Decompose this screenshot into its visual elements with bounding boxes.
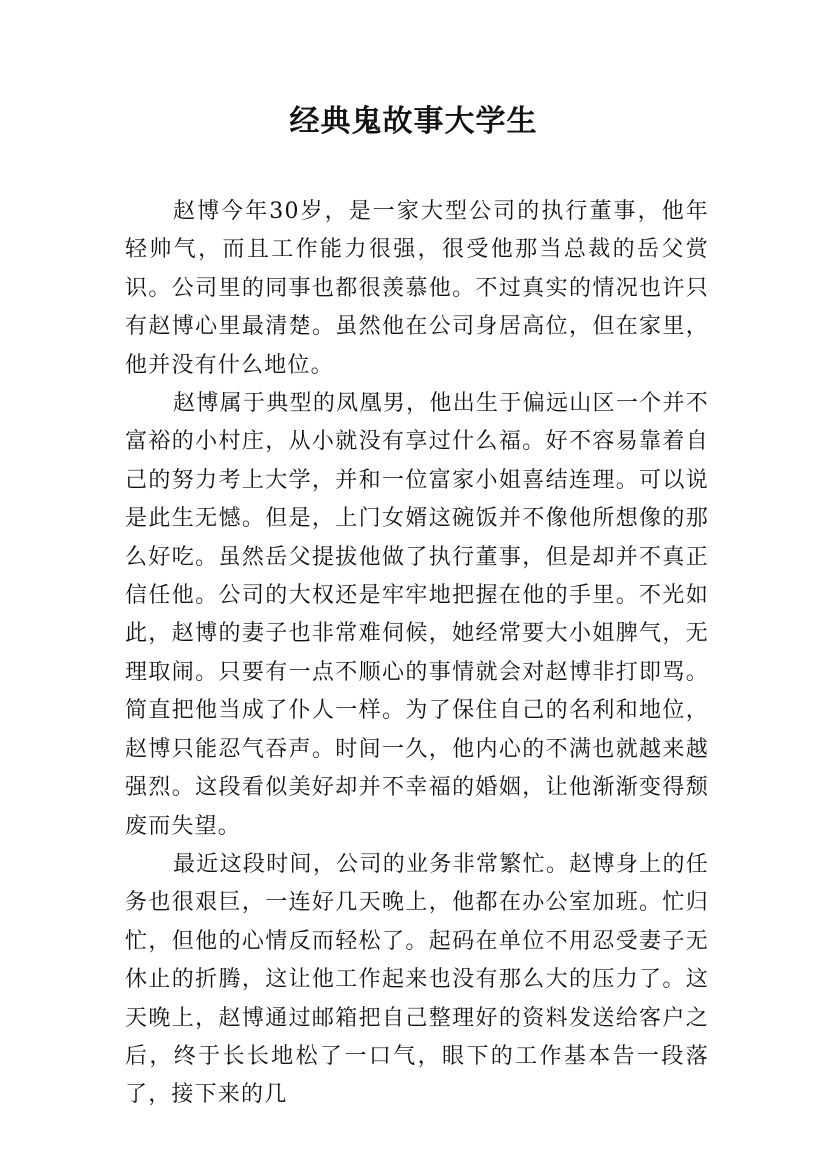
paragraph-3: 最近这段时间，公司的业务非常繁忙。赵博身上的任务也很艰巨，一连好几天晚上，他都在办公室加班。忙归忙，但他的心情反而轻松了。起码在单位不用忍受妻子无休止的折腾，这让他工作起来也没有那么大的压力了。这天晚上，赵博通过邮箱把自己整理好的资料发送给客户之后，终于长长地松了一口气，眼下的工作基本告一段落了，接下来的几 xyxy=(125,851,709,1108)
document-body xyxy=(125,193,709,1115)
paragraph-2: 赵博属于典型的凤凰男，他出生于偏远山区一个并不富裕的小村庄，从小就没有享过什么福。好不容易靠着自己的努力考上大学，并和一位富家小姐喜结连理。可以说是此生无憾。但是，上门女婿这碗饭并不像他所想像的那么好吃。虽然岳父提拔他做了执行董事，但是却并不真正信任他。公司的大权还是牢牢地把握在他的手里。不光如此，赵博的妻子也非常难伺候，她经常要大小姐脾气，无理取闹。只要有一点不顺心的事情就会对赵博非打即骂。简直把他当成了仆人一样。为了保住自己的名利和地位，赵博只能忍气吞声。时间一久，他内心的不满也就越来越强烈。这段看似美好却并不幸福的婚姻，让他渐渐变得颓废而失望。 xyxy=(125,391,709,839)
document-title: 经典鬼故事大学生 xyxy=(289,104,538,139)
paragraph-1: 赵博今年30岁，是一家大型公司的执行董事，他年轻帅气，而且工作能力很强，很受他那当总裁的岳父赏识。公司里的同事也都很羡慕他。不过真实的情况也许只有赵博心里最清楚。虽然他在公司身居高位，但在家里，他并没有什么地位。 xyxy=(125,199,709,378)
